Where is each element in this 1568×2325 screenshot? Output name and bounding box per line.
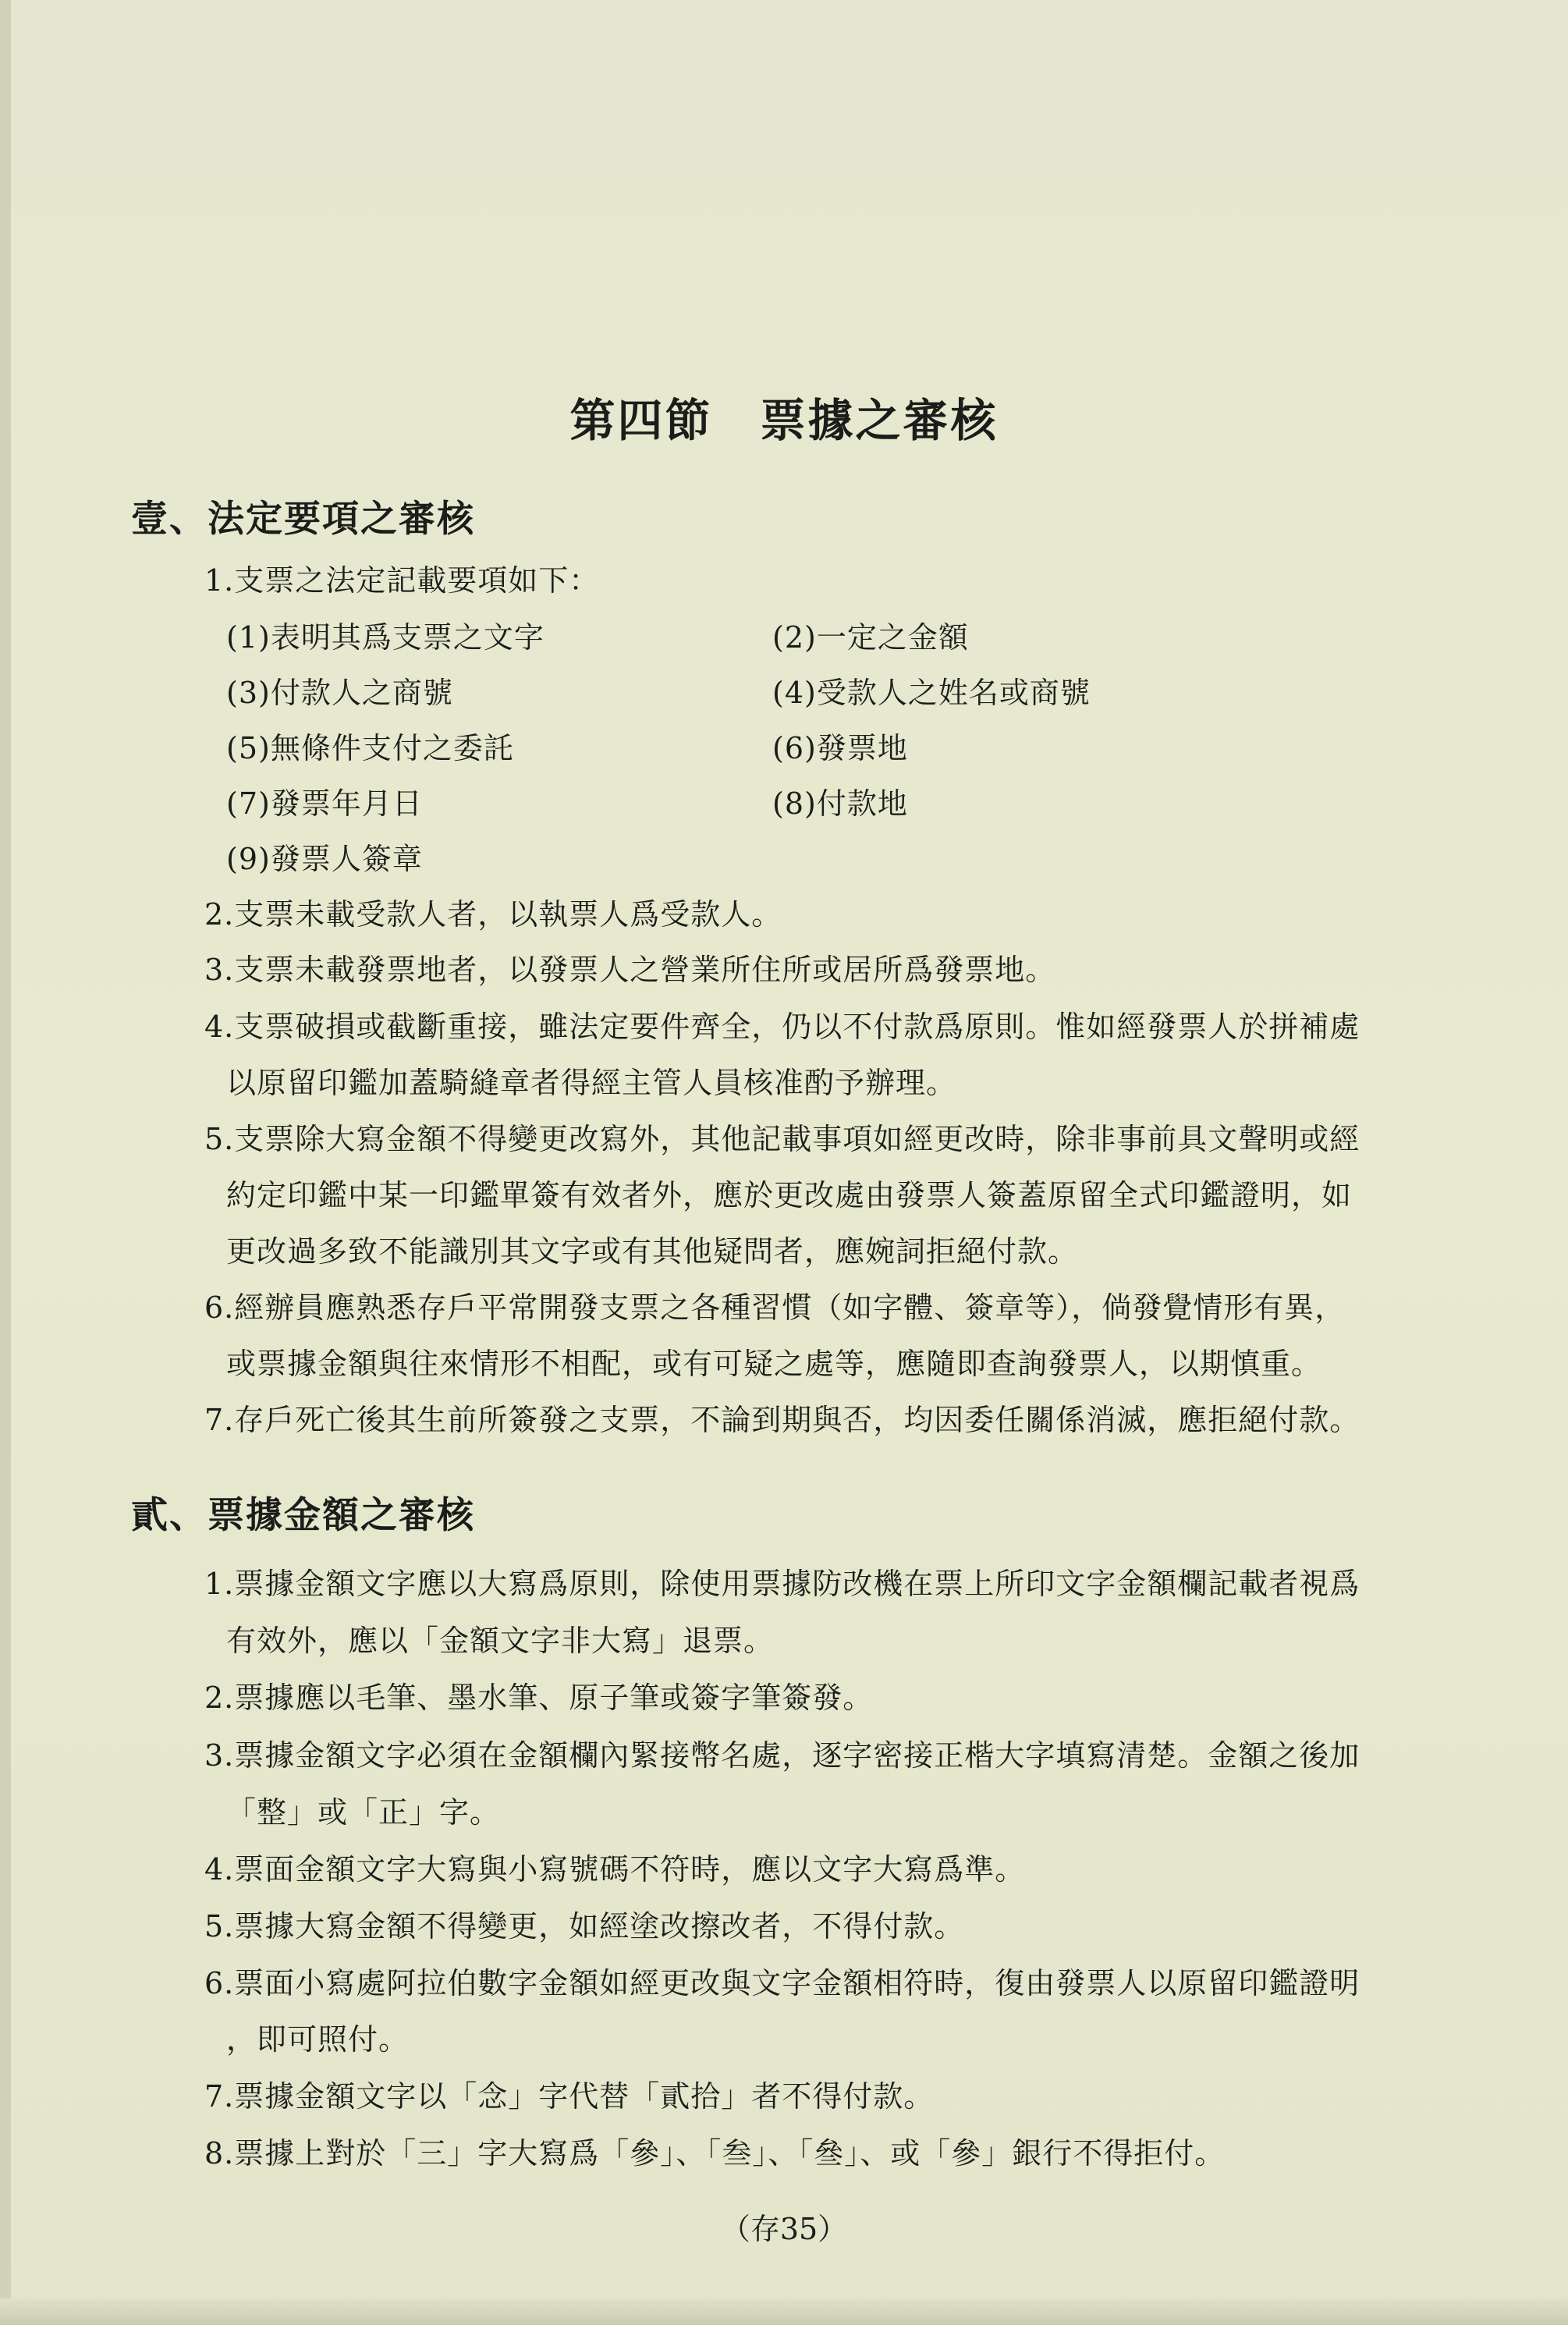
list-item-2-7: 7.票據金額文字以「念」字代替「貳拾」者不得付款。 [204, 2079, 935, 2114]
list-item-2-4: 4.票面金額文字大寫與小寫號碼不符時，應以文字大寫爲準。 [204, 1852, 1026, 1887]
page-number: （存35） [720, 2212, 848, 2246]
list-item-1-5-cont-1: 約定印鑑中某一印鑑單簽有效者外，應於更改處由發票人簽蓋原留全式印鑑證明，如 [226, 1178, 1353, 1212]
sub-item-8: (8)付款地 [772, 786, 908, 821]
list-item-2-2: 2.票據應以毛筆、墨水筆、原子筆或簽字筆簽發。 [204, 1681, 874, 1715]
section-heading-2: 貳、票據金額之審核 [131, 1494, 475, 1537]
sub-item-7: (7)發票年月日 [226, 786, 423, 821]
list-item-1-2: 2.支票未載受款人者，以執票人爲受款人。 [204, 897, 782, 932]
list-item-1-5-cont-2: 更改過多致不能識別其文字或有其他疑問者，應婉詞拒絕付款。 [226, 1234, 1079, 1269]
list-item-2-8: 8.票據上對於「三」字大寫爲「參」、「叁」、「叄」、或「參」銀行不得拒付。 [204, 2136, 1226, 2171]
list-item-2-1: 1.票據金額文字應以大寫爲原則，除使用票據防改機在票上所印文字金額欄記載者視爲 [204, 1567, 1360, 1601]
sub-item-4: (4)受款人之姓名或商號 [772, 676, 1091, 710]
list-item-1-6-cont: 或票據金額與往來情形不相配，或有可疑之處等，應隨即查詢發票人，以期慎重。 [226, 1347, 1322, 1381]
page-title: 第四節 票據之審核 [569, 394, 999, 447]
list-item-2-6: 6.票面小寫處阿拉伯數字金額如經更改與文字金額相符時，復由發票人以原留印鑑證明 [204, 1966, 1360, 2000]
list-item-1-5: 5.支票除大寫金額不得變更改寫外，其他記載事項如經更改時，除非事前具文聲明或經 [204, 1122, 1360, 1156]
list-item-1-4: 4.支票破損或截斷重接，雖法定要件齊全，仍以不付款爲原則。惟如經發票人於拼補處 [204, 1010, 1360, 1044]
list-item-2-3: 3.票據金額文字必須在金額欄內緊接幣名處，逐字密接正楷大字填寫清楚。金額之後加 [204, 1738, 1360, 1773]
sub-item-2: (2)一定之金額 [772, 620, 969, 655]
sub-item-3: (3)付款人之商號 [226, 676, 453, 710]
page-edge-shadow [0, 0, 11, 2325]
list-item-1-1: 1.支票之法定記載要項如下： [204, 563, 600, 598]
section-heading-1: 壹、法定要項之審核 [131, 498, 475, 541]
page-bottom-edge [0, 2298, 1568, 2325]
sub-item-1: (1)表明其爲支票之文字 [226, 620, 545, 655]
list-item-1-3: 3.支票未載發票地者，以發票人之營業所住所或居所爲發票地。 [204, 953, 1056, 987]
list-item-2-1-cont: 有效外，應以「金額文字非大寫」退票。 [226, 1624, 775, 1658]
sub-item-5: (5)無條件支付之委託 [226, 731, 514, 765]
list-item-2-6-cont: ，即可照付。 [226, 2022, 410, 2057]
list-item-1-7: 7.存戶死亡後其生前所簽發之支票，不論到期與否，均因委任關係消滅，應拒絕付款。 [204, 1403, 1360, 1437]
list-item-2-5: 5.票據大寫金額不得變更，如經塗改擦改者，不得付款。 [204, 1909, 965, 1943]
sub-item-9: (9)發票人簽章 [226, 842, 423, 876]
list-item-2-3-cont: 「整」或「正」字。 [226, 1795, 501, 1830]
list-item-1-4-cont: 以原留印鑑加蓋騎縫章者得經主管人員核准酌予辦理。 [226, 1066, 957, 1100]
sub-item-6: (6)發票地 [772, 731, 908, 765]
list-item-1-6: 6.經辦員應熟悉存戶平常開發支票之各種習慣（如字體、簽章等），倘發覺情形有異， [204, 1290, 1346, 1325]
